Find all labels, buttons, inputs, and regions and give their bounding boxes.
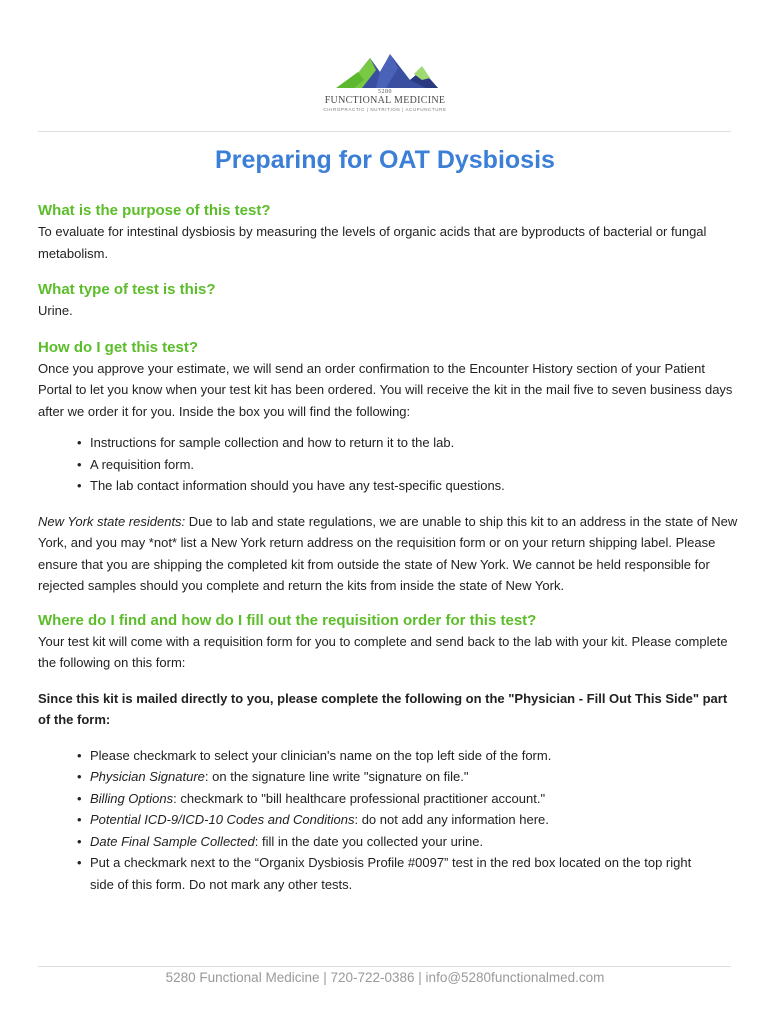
purpose-text: To evaluate for intestinal dysbiosis by measuring the levels of organic acids that are byproducts of bacterial or fungal metabolism. <box>38 224 707 261</box>
get-heading: How do I get this test? <box>38 338 198 356</box>
item-text: : fill in the date you collected your urine. <box>254 833 484 849</box>
document-body <box>38 201 738 895</box>
item-text: : on the signature line write "signature on file." <box>204 769 469 784</box>
list-item: • A requisition form. <box>90 454 738 476</box>
footer-contact: 5280 Functional Medicine | 720-722-0386 | info@5280functionalmed.com <box>165 970 605 985</box>
type-text: Urine. <box>38 303 73 318</box>
purpose-heading: What is the purpose of this test? <box>38 202 271 219</box>
get-text: Once you approve your estimate, we will send an order confirmation to the Encounter History section of your Patient Portal to let you know when your test kit has been ordered. You will receive the kit in the mail five to seven business days after we order it for you. Inside the box you will find the following: <box>38 360 733 419</box>
logo-number: 5280 <box>378 89 392 95</box>
logo-name: FUNCTIONAL MEDICINE <box>324 95 446 106</box>
item-label: Physician Signature <box>90 769 205 784</box>
requisition-text: Your test kit will come with a requisition form for you to complete and send back to the lab with your kit. Please complete the following on this form: <box>38 633 728 670</box>
ny-text: Due to lab and state regulations, we are unable to ship this kit to an address in the state of New York, and you may *not* list a New York return address on the requisition form or on your return shipping label. Please ensure that you are shipping the completed kit from outside the state of New York. We cannot be held responsible for rejected samples should you complete and return the kits from inside the state of New York. <box>38 513 738 593</box>
item-label: Date Final Sample Collected <box>90 833 255 849</box>
item-label: Billing Options <box>90 790 174 806</box>
requisition-list <box>38 745 738 896</box>
requisition-heading: Where do I find and how do I fill out the requisition order for this test? <box>38 611 537 629</box>
list-item: • Put a checkmark next to the “Organix Dysbiosis Profile #0097” test in the red box located on the top right side of this form. Do not mark any other tests. <box>90 852 738 895</box>
page-title: Preparing for OAT Dysbiosis <box>215 146 555 174</box>
ny-notice <box>38 511 738 597</box>
type-heading: What type of test is this? <box>38 281 216 298</box>
list-item <box>90 809 738 831</box>
kit-contents-list <box>38 432 738 497</box>
list-item <box>90 831 738 853</box>
bottom-divider <box>38 966 731 967</box>
list-item <box>90 766 738 788</box>
top-divider <box>38 131 731 132</box>
item-text: : checkmark to "bill healthcare professional practitioner account." <box>173 790 546 806</box>
logo-tagline: CHIROPRACTIC | NUTRITION | ACUPUNCTURE <box>323 107 447 112</box>
requisition-bold-note: Since this kit is mailed directly to you, please complete the following on the "Physician - Fill Out This Side" part of the form: <box>38 690 728 727</box>
item-label: Potential ICD-9/ICD-10 Codes and Conditions <box>90 812 355 827</box>
list-item: • Instructions for sample collection and how to return it to the lab. <box>90 432 738 454</box>
list-item: • Please checkmark to select your clinician's name on the top left side of the form. <box>90 745 738 767</box>
list-item <box>90 788 738 810</box>
ny-label: New York state residents: <box>38 513 186 529</box>
list-item: • The lab contact information should you have any test-specific questions. <box>90 475 738 497</box>
item-text: : do not add any information here. <box>354 812 549 827</box>
